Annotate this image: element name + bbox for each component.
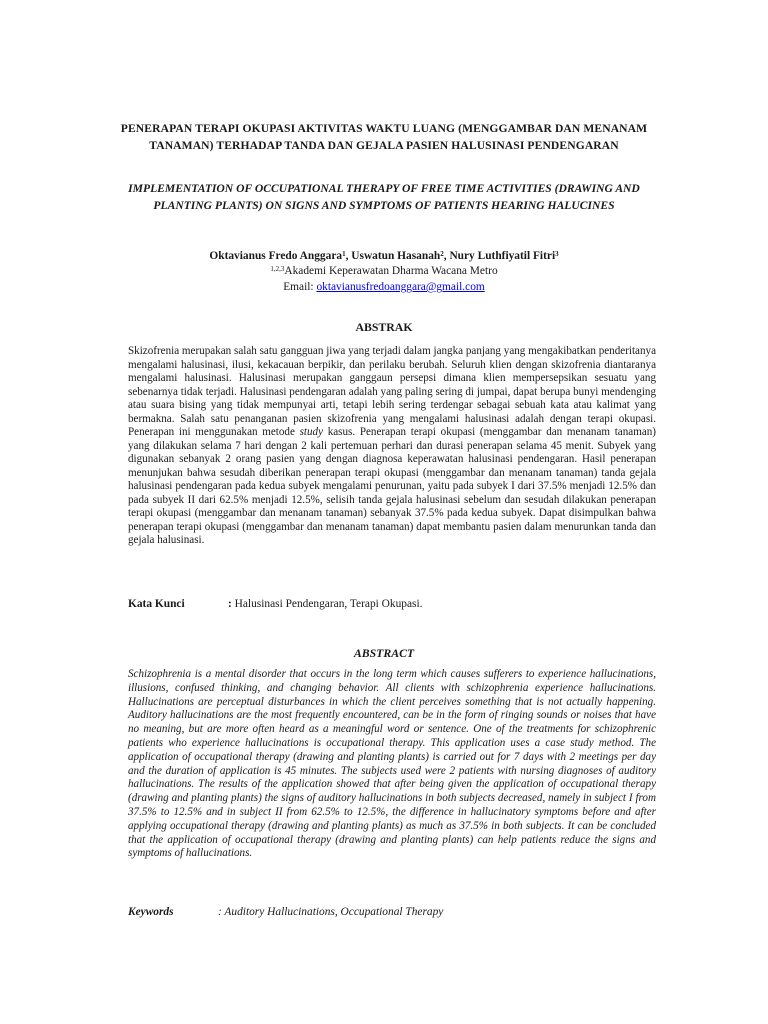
email-label: Email: xyxy=(283,281,317,293)
email-line xyxy=(80,280,688,295)
abstrak-heading: ABSTRAK xyxy=(355,320,413,334)
abstract-body: Schizophrenia is a mental disorder that occurs in the long term which causes sufferers to experience hallucinations, illusions, confused thinking, and changing behavior. All clients with schizophrenia experience hallucinations. Hallucinations are perceptual disturbances in which the client perceives something that is not actually happening. Auditory hallucinations are the most frequently encountered, can be in the form of ringing sounds or noises that have no meaning, but are more often heard as a meaningful word or sentence. One of the treatments for schizophrenic patients who experience hallucinations is occupational therapy. This application uses a case study method. The application of occupational therapy (drawing and planting plants) is carried out for 7 days with 2 meetings per day and the duration of application is 45 minutes. The subjects used were 2 patients with nursing diagnoses of auditory hallucinations. The results of the application showed that after being given the application of occupational therapy (drawing and planting plants) the signs of auditory hallucinations in both subjects decreased, namely in subject I from 37.5% to 12.5% and in subject II from 62.5% to 12.5%, the difference in hallucinatory symptoms before and after applying occupational therapy (drawing and planting plants) as much as 37.5% in both subjects. It can be concluded that the application of occupational therapy (drawing and planting plants) can help patients reduce the signs and symptoms of hallucinations. xyxy=(128,668,656,860)
author-superscript: 2 xyxy=(440,250,444,258)
kata-kunci-row xyxy=(128,598,656,610)
title-english: IMPLEMENTATION OF OCCUPATIONAL THERAPY OF FREE TIME ACTIVITIES (DRAWING AND PLANTING PLANTS) ON SIGNS AND SYMPTOMS OF PATIENTS HEARING HALUCINES xyxy=(128,182,640,212)
abstract-heading: ABSTRACT xyxy=(353,646,415,660)
author-separator: , xyxy=(443,250,450,262)
author-superscript: 3 xyxy=(555,250,559,258)
abstrak-italic-term: study xyxy=(299,426,324,438)
abstrak-body xyxy=(128,345,656,548)
abstrak-text-part1: Skizofrenia merupakan salah satu gangguan jiwa yang terjadi dalam jangka panjang yang mengakibatkan penderitanya mengalami halusinasi, ilusi, kekacauan berpikir, dan perilaku berubah. Seluruh klien dengan skizofrenia diantaranya mengalami halusinasi. Halusinasi merupakan ganggaun persepsi dimana klien mempersepsikan sesuatu yang sebenarnya tidak terjadi. Halusinasi pendengaran adalah yang paling sering di jumpai, dapat berupa bunyi mendenging atau suara bising yang tidak mempunyai arti, tetapi lebih sering terdengar sebagai sebuah kata atau kalimat yang bermakna. Salah satu penanganan pasien skizofrenia yang mengalami halusinasi adalah dengan terapi okupasi. Penerapan ini menggunakan metode xyxy=(128,345,656,438)
email-link[interactable]: oktavianusfredoanggara@gmail.com xyxy=(316,281,485,293)
title-indonesian: PENERAPAN TERAPI OKUPASI AKTIVITAS WAKTU LUANG (MENGGAMBAR DAN MENANAM TANAMAN) TERHADAP TANDA DAN GEJALA PASIEN HALUSINASI PENDENGARAN xyxy=(120,122,648,152)
affiliation-superscript: 1,2,3 xyxy=(270,265,285,273)
author-list xyxy=(80,249,688,264)
keywords-row xyxy=(128,906,656,918)
author-name: Uswatun Hasanah xyxy=(351,250,441,262)
author-separator: , xyxy=(345,250,352,262)
abstrak-text-part2: kasus. Penerapan terapi okupasi (menggambar dan menanam tanaman) yang dilakukan selama 7 hari dengan 2 kali pertemuan perhari dan durasi penerapan selama 45 menit. Subyek yang digunakan sebanyak 2 orang pasien yang dengan diagnosa keperawatan halusinasi pendengaran. Hasil penerapan menunjukan bahwa sesudah diberikan penerapan terapi okupasi (menggambar dan menanam tanaman) tanda gejala halusinasi pendengaran pada kedua subyek mengalami penurunan, yaitu pada subyek I dari 37.5% menjadi 12.5% dan pada subyek II dari 62.5% menjadi 12.5%, selisih tanda gejala halusinasi sebelum dan sesudah dilakukan penerapan terapi okupasi (menggambar dan menanam tanaman) sebanyak 37.5% pada kedua subyek. Dapat disimpulkan bahwa penerapan terapi okupasi (menggambar dan menanam tanaman) dapat membantu pasien dalam menurunkan tanda dan gejala halusinasi. xyxy=(128,426,656,546)
kata-kunci-colon: : xyxy=(228,598,232,610)
affiliation xyxy=(80,264,688,279)
author-name: Nury Luthfiyatil Fitri xyxy=(449,250,556,262)
kata-kunci-value: Halusinasi Pendengaran, Terapi Okupasi. xyxy=(231,598,423,610)
kata-kunci-label: Kata Kunci xyxy=(128,598,185,610)
keywords-label: Keywords xyxy=(128,906,174,918)
author-superscript: 1 xyxy=(342,250,346,258)
author-name: Oktavianus Fredo Anggara xyxy=(209,250,343,262)
affiliation-name: Akademi Keperawatan Dharma Wacana Metro xyxy=(284,265,498,277)
keywords-value: : Auditory Hallucinations, Occupational Therapy xyxy=(218,906,444,918)
